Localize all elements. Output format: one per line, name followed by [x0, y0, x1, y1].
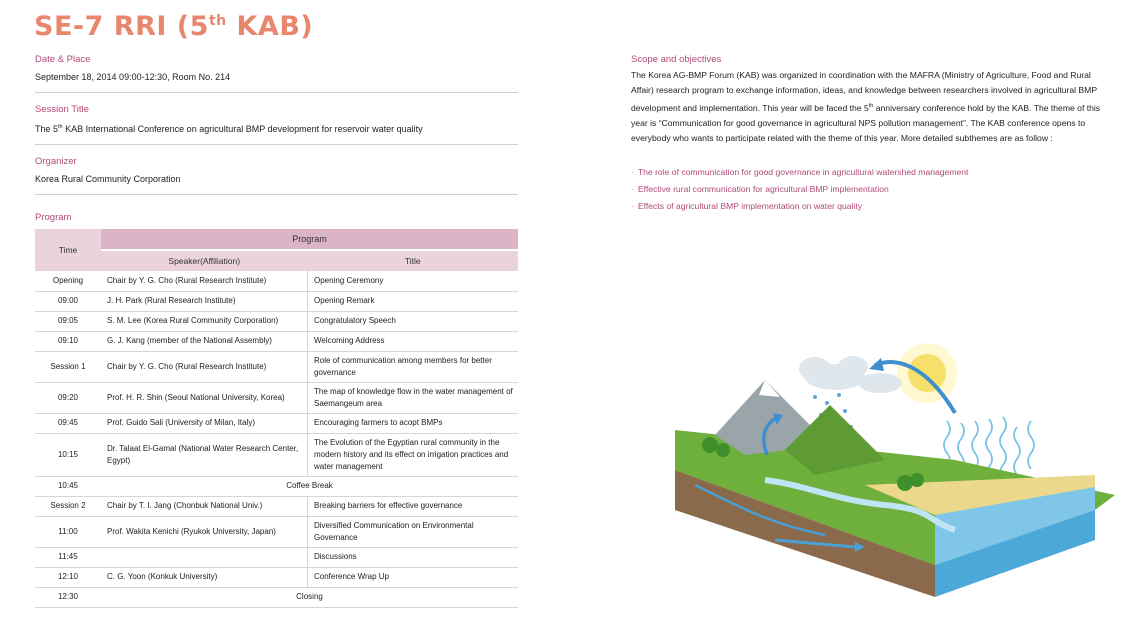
table-row: [35, 476, 518, 496]
sun-icon: [897, 343, 957, 403]
cell-speaker: Prof. Wakita Kenichi (Ryukok University, Japan): [101, 516, 308, 547]
date-place-label: Date & Place: [35, 54, 91, 65]
session-title-label: Session Title: [35, 104, 89, 115]
cell-time: 09:10: [35, 331, 101, 351]
table-row: [35, 516, 518, 547]
organizer-section: [35, 155, 518, 195]
header-time: Time: [35, 229, 101, 271]
left-column: [35, 52, 518, 225]
subtheme-item: · Effective rural communication for agricultural BMP implementation: [631, 183, 889, 194]
table-row: [35, 271, 518, 291]
cell-speaker: S. M. Lee (Korea Rural Community Corporation): [101, 311, 308, 331]
cell-time: 12:30: [35, 587, 101, 607]
cell-title: The Evolution of the Egyptian rural community in the modern history and its effect on irrigation practices and water management: [308, 433, 519, 476]
organizer-value: Korea Rural Community Corporation: [35, 174, 181, 184]
cell-speaker: Prof. H. R. Shin (Seoul National University, Korea): [101, 382, 308, 413]
cell-speaker: Prof. Guido Sali (University of Milan, Italy): [101, 413, 308, 433]
scope-text: The Korea AG-BMP Forum (KAB) was organized in coordination with the MAFRA (Ministry of Agriculture, Food and Rural Affair) research program to exchange information, ideas, and knowledge between researchers involved in agricultural BMP development and implementation. This year will be faced the 5th anniversary conference hold by the KAB. The theme of this year is “Communication for good governance in agricultural NPS pollution management”. The KAB conference opens to everybody who wants to participate related with the theme of this year. More detailed subthemes are as follow :: [631, 70, 1101, 144]
cell-speaker: Dr. Talaat El-Gamal (National Water Research Center, Egypt): [101, 433, 308, 476]
cell-time: Session 2: [35, 496, 101, 516]
cell-time: 11:45: [35, 547, 101, 567]
organizer-label: Organizer: [35, 156, 77, 167]
subtheme-list: [631, 164, 1111, 215]
cell-title: Welcoming Address: [308, 331, 519, 351]
cell-title: Diversified Communication on Environmental Governance: [308, 516, 519, 547]
cell-time: 10:15: [35, 433, 101, 476]
cell-time: 09:45: [35, 413, 101, 433]
program-table: [35, 229, 518, 608]
table-row: [35, 496, 518, 516]
cell-title: Encouraging farmers to acopt BMPs: [308, 413, 519, 433]
subtheme-item: · Effects of agricultural BMP implementation on water quality: [631, 200, 863, 211]
session-title-section: [35, 103, 518, 145]
cell-span: Closing: [101, 587, 518, 607]
cell-speaker: [101, 547, 308, 567]
table-row: [35, 291, 518, 311]
cell-time: 09:20: [35, 382, 101, 413]
date-place-value: September 18, 2014 09:00-12:30, Room No. 214: [35, 72, 231, 82]
table-row: [35, 547, 518, 567]
cell-time: 09:00: [35, 291, 101, 311]
cell-time: 11:00: [35, 516, 101, 547]
cell-time: 12:10: [35, 567, 101, 587]
cell-speaker: Chair by Y. G. Cho (Rural Research Institute): [101, 271, 308, 291]
date-place-section: [35, 53, 518, 93]
header-title: Title: [308, 250, 519, 271]
cell-title: Opening Ceremony: [308, 271, 519, 291]
cell-speaker: G. J. Kang (member of the National Assembly): [101, 331, 308, 351]
cell-speaker: C. G. Yoon (Konkuk University): [101, 567, 308, 587]
program-rows: [35, 271, 518, 607]
bullet-icon: ·: [631, 166, 634, 177]
water-cycle-illustration: [655, 335, 1115, 600]
cell-title: Congratulatory Speech: [308, 311, 519, 331]
cell-title: The map of knowledge flow in the water management of Saemangeum area: [308, 382, 519, 413]
page-title: SE-7 RRI (5th KAB): [34, 11, 314, 42]
program-label: Program: [35, 212, 72, 223]
scope-label: Scope and objectives: [631, 54, 722, 65]
cell-title: Opening Remark: [308, 291, 519, 311]
table-row: [35, 311, 518, 331]
table-row: [35, 567, 518, 587]
table-row: [35, 382, 518, 413]
cell-speaker: Chair by T. I. Jang (Chonbuk National Univ.): [101, 496, 308, 516]
header-speaker: Speaker(Affiliation): [101, 250, 308, 271]
table-row: [35, 587, 518, 607]
subtheme-item: · The role of communication for good governance in agricultural watershed management: [631, 166, 969, 177]
cell-time: 09:05: [35, 311, 101, 331]
table-row: [35, 433, 518, 476]
bullet-icon: ·: [631, 183, 634, 194]
table-row: [35, 351, 518, 382]
cell-title: Conference Wrap Up: [308, 567, 519, 587]
cell-time: Opening: [35, 271, 101, 291]
cell-title: Discussions: [308, 547, 519, 567]
cell-time: 10:45: [35, 476, 101, 496]
landscape-icon: [675, 380, 1115, 597]
cell-title: Breaking barriers for effective governance: [308, 496, 519, 516]
right-column: [631, 52, 1111, 215]
header-program: Program: [101, 229, 518, 250]
cell-time: Session 1: [35, 351, 101, 382]
cell-speaker: J. H. Park (Rural Research Institute): [101, 291, 308, 311]
bullet-icon: ·: [631, 200, 634, 211]
cell-title: Role of communication among members for better governance: [308, 351, 519, 382]
table-row: [35, 413, 518, 433]
table-row: [35, 331, 518, 351]
cell-speaker: Chair by Y. G. Cho (Rural Research Institute): [101, 351, 308, 382]
cell-span: Coffee Break: [101, 476, 518, 496]
session-title-value: The 5th KAB International Conference on agricultural BMP development for reservoir water quality: [35, 124, 423, 134]
